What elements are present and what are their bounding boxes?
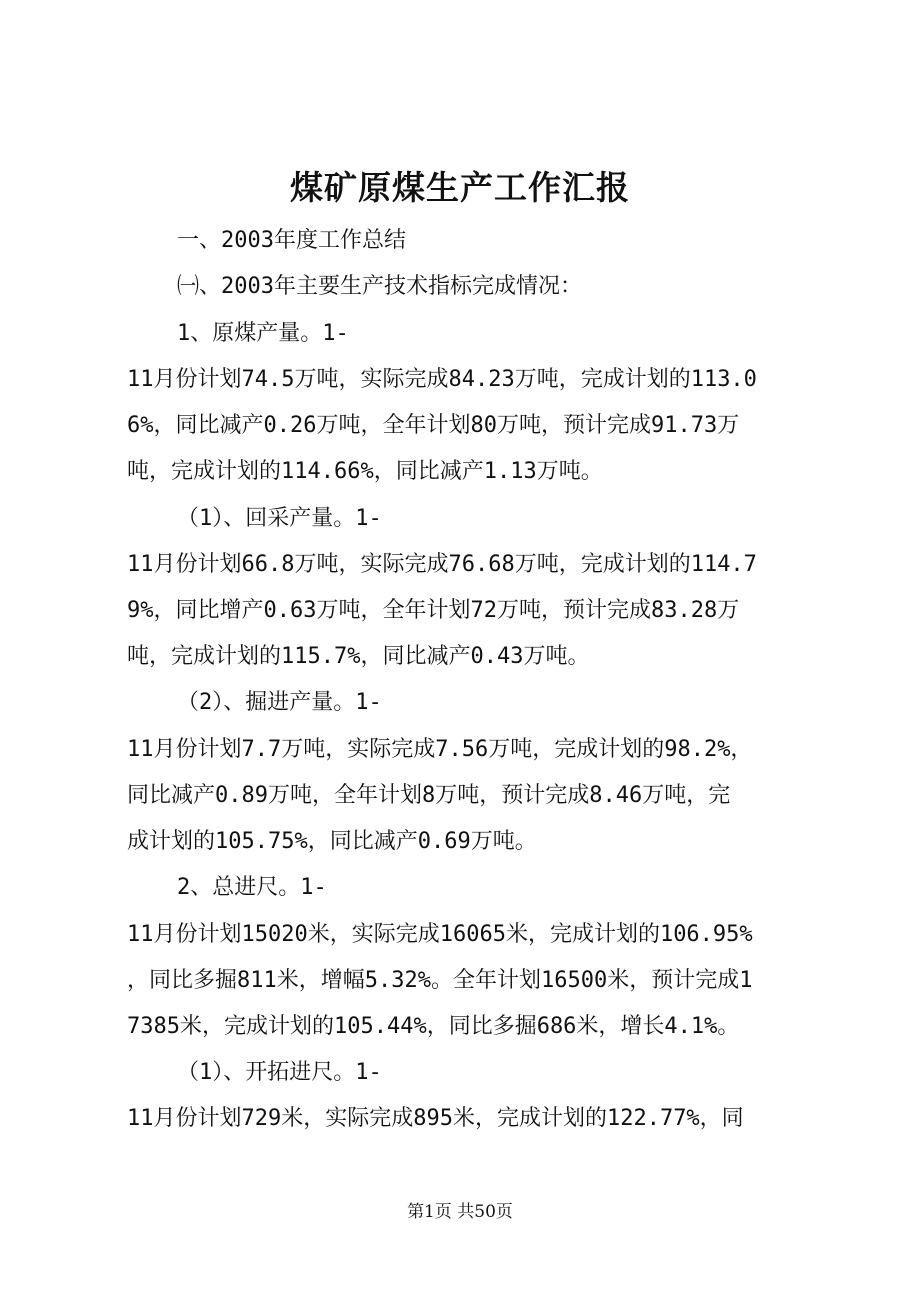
document-title: 煤矿原煤生产工作汇报	[290, 168, 630, 207]
paragraph-line: 7385米，完成计划的105.44%，同比多掘686米，增长4.1%。	[127, 1014, 740, 1039]
paragraph-line: 吨，完成计划的114.66%，同比减产1.13万吨。	[127, 459, 603, 484]
item-heading: （2）、掘进产量。1-	[177, 690, 382, 715]
paragraph-line: 11月份计划74.5万吨，实际完成84.23万吨，完成计划的113.0	[127, 367, 757, 392]
page-indicator: 第1页 共50页	[407, 1202, 513, 1222]
item-heading: 2、总进尺。1-	[177, 875, 327, 900]
paragraph-line: 11月份计划7.7万吨，实际完成7.56万吨，完成计划的98.2%，	[127, 737, 753, 762]
paragraph-line: 11月份计划15020米，实际完成16065米，完成计划的106.95%	[127, 922, 753, 947]
section-heading: 一、2003年度工作总结	[177, 228, 406, 253]
item-heading: 1、原煤产量。1-	[177, 321, 349, 346]
paragraph-line: 同比减产0.89万吨，全年计划8万吨，预计完成8.46万吨，完	[127, 783, 731, 808]
paragraph-line: 11月份计划66.8万吨，实际完成76.68万吨，完成计划的114.7	[127, 552, 757, 577]
subsection-heading: ㈠、2003年主要生产技术指标完成情况：	[177, 274, 582, 299]
paragraph-line: ，同比多掘811米，增幅5.32%。全年计划16500米，预计完成1	[127, 968, 753, 993]
paragraph-line: 吨，完成计划的115.7%，同比减产0.43万吨。	[127, 644, 590, 669]
paragraph-line: 成计划的105.75%，同比减产0.69万吨。	[127, 829, 537, 854]
paragraph-line: 9%，同比增产0.63万吨，全年计划72万吨，预计完成83.28万	[127, 598, 740, 623]
paragraph-line: 6%，同比减产0.26万吨，全年计划80万吨，预计完成91.73万	[127, 413, 740, 438]
item-heading: （1）、开拓进尺。1-	[177, 1060, 382, 1085]
item-heading: （1）、回采产量。1-	[177, 506, 382, 531]
paragraph-line: 11月份计划729米，实际完成895米，完成计划的122.77%，同	[127, 1106, 744, 1131]
